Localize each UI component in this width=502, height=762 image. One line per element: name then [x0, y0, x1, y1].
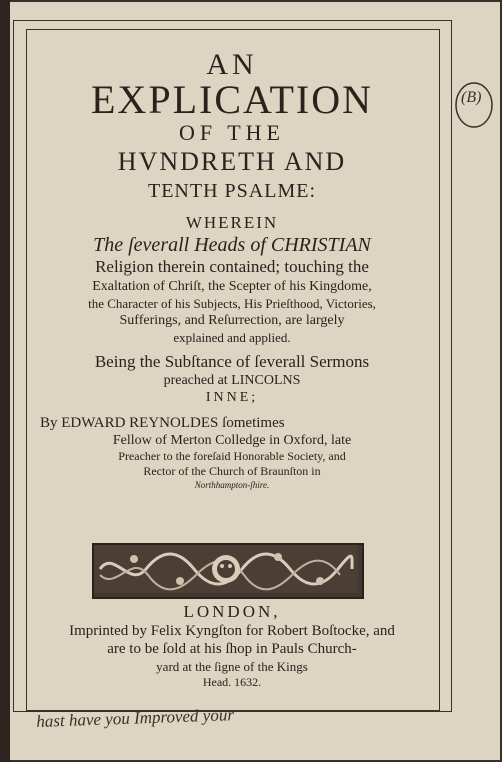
title-line-explication: EXPLICATION [91, 77, 373, 122]
title-line-of-the: OF THE [179, 120, 285, 145]
title-line-psalme: TENTH PSALME: [148, 180, 316, 202]
subtitle-line-2: Religion therein contained; touching the [95, 257, 369, 276]
subtitle-line-3: Exaltation of Chriſt, the Scepter of his Kingdome, [92, 279, 372, 294]
imprint-block [26, 602, 438, 690]
subtitle-line-4: the Character of his Subjects, His Prieſthood, Victories, [88, 296, 376, 311]
subtitle-line-1: The ſeverall Heads of CHRISTIAN [93, 234, 371, 256]
author-line-4: Rector of the Church of Braunſton in [143, 464, 321, 478]
being-line-2: preached at LINCOLNS [163, 373, 301, 388]
imprint-line-3: yard at the ſigne of the Kings [156, 659, 308, 674]
shelfmark-annotation [452, 80, 496, 130]
author-line-3: Preacher to the foreſaid Honorable Society, and [118, 449, 346, 463]
title-line-an: AN [206, 48, 258, 81]
subtitle-line-5: Sufferings, and Reſurrection, are largely [119, 313, 345, 328]
author-line-2: Fellow of Merton Colledge in Oxford, late [112, 433, 352, 448]
author-line-1: By EDWARD REYNOLDES ſometimes [40, 415, 285, 431]
author-line-5: Northhampton-ſhire. [194, 480, 270, 490]
handwritten-note: hast have you Improved your [36, 705, 235, 731]
imprint-line-1: Imprinted by Felix Kyngſton for Robert Boſtocke, and [69, 623, 395, 639]
imprint-line-2: are to be ſold at his ſhop in Pauls Church- [107, 641, 357, 657]
subtitle-wherein: WHEREIN [185, 213, 279, 232]
title-line-hundreth: HVNDRETH AND [117, 147, 347, 176]
binding-edge [0, 0, 10, 762]
woodcut-ornament [92, 543, 364, 599]
title-block [26, 50, 438, 491]
being-line-3: INNE; [205, 390, 259, 405]
imprint-line-4: Head. 1632. [202, 675, 262, 689]
being-line-1: Being the Subſtance of ſeverall Sermons [94, 352, 370, 371]
imprint-city: LONDON, [183, 602, 281, 621]
subtitle-line-6: explained and applied. [173, 330, 291, 345]
shelfmark-text: (B) [461, 89, 482, 106]
